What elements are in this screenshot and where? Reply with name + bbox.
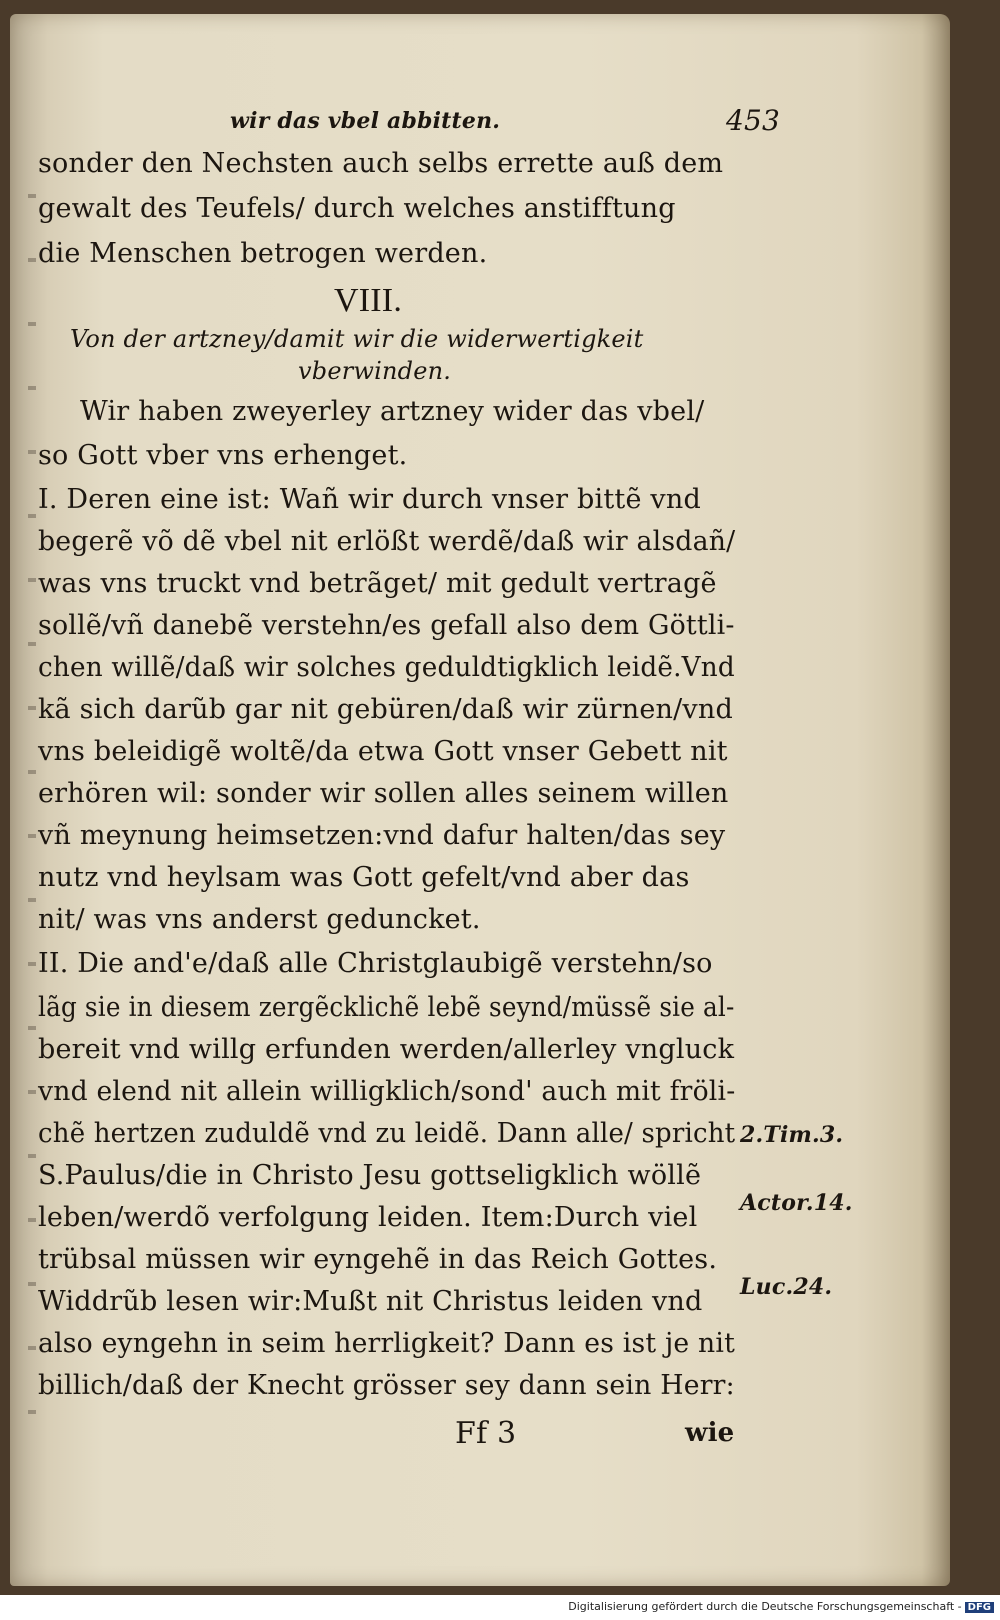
body-line: die Menschen betrogen werden. — [38, 238, 488, 269]
section-numeral: VIII. — [334, 282, 403, 319]
section-title-line1: Von der artzney/damit wir die widerwertigkeit — [70, 325, 644, 353]
body-line: bereit vnd willg erfunden werden/allerley vngluck — [38, 1034, 735, 1065]
body-line: nit/ was vns anderst geduncket. — [38, 904, 481, 935]
body-line: vns beleidigẽ woltẽ/da etwa Gott vnser Gebett nit — [38, 736, 728, 767]
body-line: gewalt des Teufels/ durch welches anstifftung — [38, 193, 676, 224]
body-line: sollẽ/vñ danebẽ verstehn/es gefall also dem Göttli- — [38, 610, 735, 641]
body-line: I. Deren eine ist: Wañ wir durch vnser bittẽ vnd — [38, 484, 701, 515]
binding-marks — [28, 134, 36, 1434]
margin-note-actor: Actor.14. — [740, 1190, 853, 1216]
body-line: sonder den Nechsten auch selbs errette auß dem — [38, 148, 724, 179]
catchword: wie — [685, 1418, 735, 1448]
margin-note-tim: 2.Tim.3. — [740, 1122, 844, 1148]
body-line: also eyngehn in seim herrligkeit? Dann es ist je nit — [38, 1328, 736, 1359]
body-line: trübsal müssen wir eyngehẽ in das Reich Gottes. — [38, 1244, 718, 1275]
body-line: was vns truckt vnd betrãget/ mit gedult vertragẽ — [38, 568, 717, 599]
body-line: so Gott vber vns erhenget. — [38, 440, 408, 471]
body-line: II. Die and'e/daß alle Christglaubigẽ verstehn/so — [38, 948, 713, 979]
signature-mark: Ff 3 — [455, 1416, 517, 1451]
margin-note-luc: Luc.24. — [740, 1274, 833, 1300]
body-line: vñ meynung heimsetzen:vnd dafur halten/das sey — [38, 820, 726, 851]
body-line: leben/werdõ verfolgung leiden. Item:Durch viel — [38, 1202, 698, 1233]
body-line: kã sich darũb gar nit gebüren/daß wir zürnen/vnd — [38, 694, 733, 725]
body-line: erhören wil: sonder wir sollen alles seinem willen — [38, 778, 729, 809]
body-line: vnd elend nit allein willigklich/sond' auch mit fröli- — [38, 1076, 736, 1107]
section-title-line2: vberwinden. — [298, 357, 452, 385]
running-title: wir das vbel abbitten. — [230, 108, 501, 134]
body-line: chẽ hertzen zuduldẽ vnd zu leidẽ. Dann alle/ spricht — [38, 1118, 736, 1149]
body-line: lãg sie in diesem zergẽcklichẽ lebẽ seynd/müssẽ sie al- — [38, 992, 735, 1023]
body-line: nutz vnd heylsam was Gott gefelt/vnd aber das — [38, 862, 690, 893]
body-line: Widdrũb lesen wir:Mußt nit Christus leiden vnd — [38, 1286, 703, 1317]
digitization-credit — [568, 1600, 994, 1613]
body-line: billich/daß der Knecht grösser sey dann sein Herr: — [38, 1370, 735, 1401]
body-line: Wir haben zweyerley artzney wider das vbel/ — [80, 396, 705, 427]
body-line: chen willẽ/daß wir solches geduldtigklich leidẽ.Vnd — [38, 652, 735, 683]
body-line: S.Paulus/die in Christo Jesu gottseligklich wöllẽ — [38, 1160, 702, 1191]
body-line: begerẽ võ dẽ vbel nit erlößt werdẽ/daß wir alsdañ/ — [38, 526, 736, 557]
credit-text: Digitalisierung gefördert durch die Deutsche Forschungsgemeinschaft - — [568, 1600, 962, 1613]
dfg-logo: DFG — [965, 1602, 994, 1613]
page-number: 453 — [726, 104, 781, 137]
